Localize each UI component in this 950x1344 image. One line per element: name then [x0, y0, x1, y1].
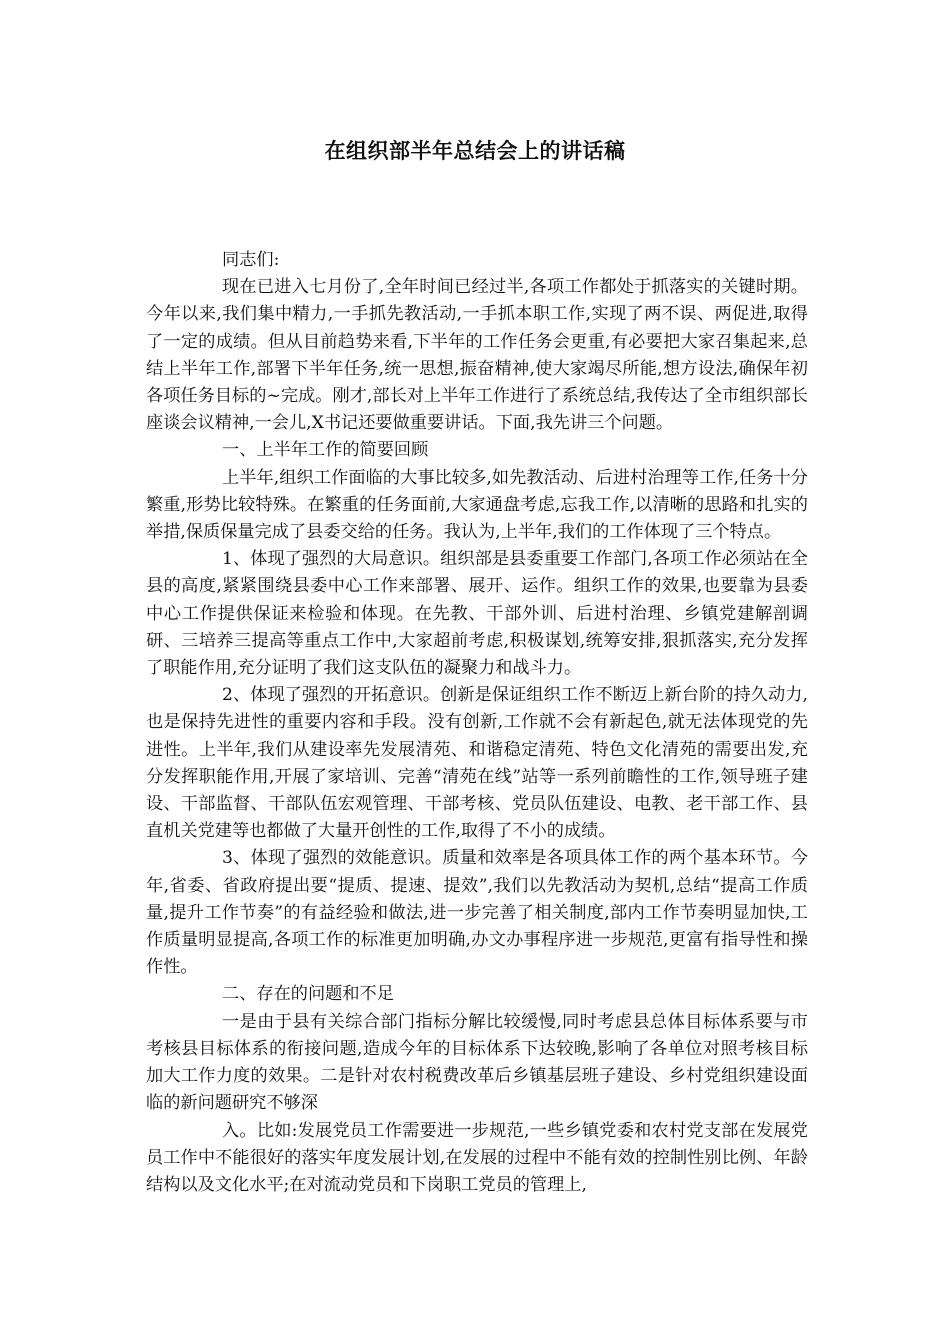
paragraph: 一是由于县有关综合部门指标分解比较缓慢,同时考虑县总体目标体系要与市考核县目标体系的衔接问题,造成今年的目标体系下达较晚,影响了各单位对照考核目标加大工作力度的效果。二是针对农村税费改革后乡镇基层班子建设、乡村党组织建设面临的新问题研究不够深 — [146, 1011, 808, 1114]
section-heading: 二、存在的问题和不足 — [222, 984, 394, 1005]
paragraph: 3、体现了强烈的效能意识。质量和效率是各项具体工作的两个基本环节。今年,省委、省政府提出要“提质、提速、提效”,我们以先教活动为契机,总结“提高工作质量,提升工作节奏”的有益经验和做法,进一步完善了相关制度,部内工作节奏明显加快,工作质量明显提高,各项工作的标准更加明确,办文办事程序进一步规范,更富有指导性和操作性。 — [146, 848, 808, 978]
paragraph: 上半年,组织工作面临的大事比较多,如先教活动、后进村治理等工作,任务十分繁重,形势比较特殊。在繁重的任务面前,大家通盘考虑,忘我工作,以清晰的思路和扎实的举措,保质保量完成了县委交给的任务。我认为,上半年,我们的工作体现了三个特点。 — [146, 467, 808, 543]
section-heading: 一、上半年工作的简要回顾 — [222, 440, 429, 461]
paragraph-salutation: 同志们: — [222, 250, 280, 270]
document-title: 在组织部半年总结会上的讲话稿 — [324, 139, 626, 163]
document-body — [146, 247, 808, 1199]
paragraph: 现在已进入七月份了,全年时间已经过半,各项工作都处于抓落实的关键时期。今年以来,我们集中精力,一手抓先教活动,一手抓本职工作,实现了两不误、两促进,取得了一定的成绩。但从目前趋势来看,下半年的工作任务会更重,有必要把大家召集起来,总结上半年工作,部署下半年任务,统一思想,振奋精神,使大家竭尽所能,想方设法,确保年初各项任务目标的~完成。刚才,部长对上半年工作进行了系统总结,我传达了全市组织部长座谈会议精神,一会儿,X书记还要做重要讲话。下面,我先讲三个问题。 — [146, 277, 808, 434]
paragraph: 2、体现了强烈的开拓意识。创新是保证组织工作不断迈上新台阶的持久动力,也是保持先进性的重要内容和手段。没有创新,工作就不会有新起色,就无法体现党的先进性。上半年,我们从建设率先发展清苑、和谐稳定清苑、特色文化清苑的需要出发,充分发挥职能作用,开展了家培训、完善“清苑在线”站等一系列前瞻性的工作,领导班子建设、干部监督、干部队伍宏观管理、干部考核、党员队伍建设、电教、老干部工作、县直机关党建等也都做了大量开创性的工作,取得了不小的成绩。 — [146, 685, 808, 842]
paragraph: 1、体现了强烈的大局意识。组织部是县委重要工作部门,各项工作必须站在全县的高度,紧紧围绕县委中心工作来部署、展开、运作。组织工作的效果,也要靠为县委中心工作提供保证来检验和体现。在先教、干部外训、后进村治理、乡镇党建解剖调研、三培养三提高等重点工作中,大家超前考虑,积极谋划,统筹安排,狠抓落实,充分发挥了职能作用,充分证明了我们这支队伍的凝聚力和战斗力。 — [146, 549, 808, 679]
paragraph: 入。比如:发展党员工作需要进一步规范,一些乡镇党委和农村党支部在发展党员工作中不能很好的落实年度发展计划,在发展的过程中不能有效的控制性别比例、年龄结构以及文化水平;在对流动党员和下岗职工党员的管理上, — [146, 1120, 808, 1195]
